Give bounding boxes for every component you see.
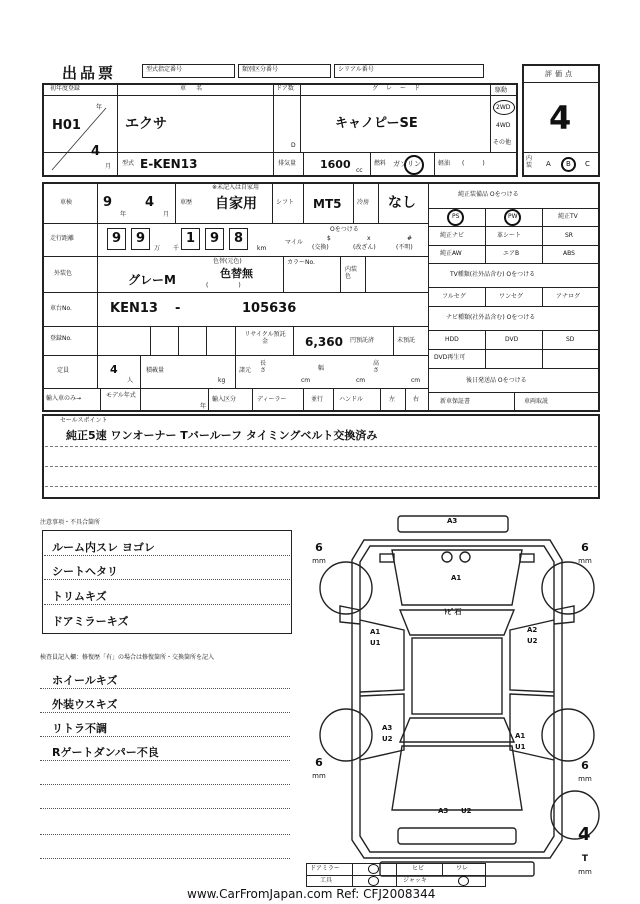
shift-value: MT5 xyxy=(313,197,342,211)
navi-type-title: ナビ種類(社外品含む) Oをつける xyxy=(446,314,536,321)
ac-value: なし xyxy=(388,195,416,211)
model-year-label: モデル年式 xyxy=(106,392,136,399)
model-label: 型式 xyxy=(122,160,135,167)
diag-u2-right: U2 xyxy=(527,637,538,645)
mileage-modified: (改ざん) xyxy=(353,244,376,251)
sheet-title: 出品票 xyxy=(62,64,117,82)
inspection-label: 車検 xyxy=(60,199,73,206)
grade-value: キャノピーSE xyxy=(335,116,418,131)
handle-right: 右 xyxy=(413,396,420,403)
color-value: グレーM xyxy=(128,273,176,287)
navi-sd: SD xyxy=(566,336,575,343)
diag-u2-rear: U2 xyxy=(382,735,393,743)
mileage-digit-1: 9 xyxy=(112,231,122,246)
inspector-item-3: リトラ不調 xyxy=(52,722,107,735)
diag-a3-top: A3 xyxy=(447,517,458,525)
diag-a2-right: A2 xyxy=(527,626,538,634)
displacement-value: 1600 xyxy=(320,158,351,171)
tv-one-seg: ワンセグ xyxy=(499,293,524,300)
color-label: 外装色 xyxy=(54,270,73,277)
tread-rl: 6 mm xyxy=(312,756,326,781)
inspection-month: 4 xyxy=(145,195,155,210)
score-label: 評価点 xyxy=(545,70,575,78)
interior-a: A xyxy=(546,160,551,168)
tv-full-seg: フルセグ xyxy=(442,293,466,300)
doors-label: ドア数 xyxy=(276,85,294,92)
caution-item-1: ルーム内スレ ヨゴレ xyxy=(52,541,155,554)
reg-slash xyxy=(44,98,116,174)
interior-b: B xyxy=(566,160,571,168)
tread-rr: 6 mm xyxy=(578,759,592,784)
inspector-item-4: Rゲートダンパー不良 xyxy=(52,746,159,759)
tread-spare: T mm xyxy=(578,854,592,876)
color-no-label: カラーNo. xyxy=(287,259,315,266)
drive-4wd: 4WD xyxy=(496,122,511,129)
inspector-label: 検査員記入欄：修復歴「有」の場合は修復箇所・交換箇所を記入 xyxy=(40,654,215,661)
warranty-title: 後日発送品 Oをつける xyxy=(466,377,527,384)
displacement-label: 排気量 xyxy=(278,160,297,167)
history-note: ※未記入は自家用 xyxy=(212,184,260,191)
warranty-manual: 車両取説 xyxy=(524,398,549,405)
mileage-exchange: (交換) xyxy=(312,244,329,251)
mileage-digit-3: 1 xyxy=(186,231,196,246)
navi-hdd: HDD xyxy=(445,336,459,343)
capacity-value: 4 xyxy=(110,363,118,376)
repaint-value: 色替無 xyxy=(220,267,253,280)
inspector-item-1: ホイールキズ xyxy=(52,674,118,687)
first-reg-label: 初年度登録 xyxy=(50,85,81,92)
tv-analog: アナログ xyxy=(556,293,581,300)
warranty-book: 新車保証書 xyxy=(440,398,471,405)
recycle-value: 6,360 xyxy=(305,335,343,349)
light-oil-label: 軽油 xyxy=(438,160,451,167)
equip-airbag: エアB xyxy=(503,250,520,257)
legend-tool: 工具 xyxy=(320,877,333,884)
equip-aw: 純正AW xyxy=(440,250,462,257)
diag-roof-chip: ﾄﾋﾞ石 xyxy=(444,608,462,616)
recycle-unpaid: 未預託 xyxy=(397,337,416,344)
first-reg-month: 4 xyxy=(91,144,101,159)
equip-sr: SR xyxy=(565,232,573,239)
score-value: 4 xyxy=(549,99,572,137)
equip-tv: 純正TV xyxy=(558,213,578,220)
serial-label: シリアル番号 xyxy=(338,66,374,73)
equip-title: 純正装備品 Oをつける xyxy=(458,191,519,198)
legend-break: ワレ xyxy=(456,865,469,872)
drive-2wd: 2WD xyxy=(496,104,511,111)
diag-a1-hood: A1 xyxy=(451,574,462,582)
sales-point-label: セールスポイント xyxy=(60,417,108,424)
diag-a1-left: A1 xyxy=(370,628,381,636)
mileage-unknown: (不明) xyxy=(396,244,413,251)
type-cert-label: 型式指定番号 xyxy=(146,66,183,73)
ac-label: 冷房 xyxy=(357,199,370,206)
import-label: 輸入車のみ→ xyxy=(46,395,82,402)
import-parallel: 並行 xyxy=(311,396,324,403)
spare-tread-value: 4 xyxy=(578,824,591,845)
mileage-digit-5: 8 xyxy=(234,231,244,246)
shift-label: シフト xyxy=(276,199,295,206)
chassis-number: 105636 xyxy=(242,301,297,316)
watermark: www.CarFromJapan.com Ref: CFJ2008344 xyxy=(187,887,436,901)
repaint-label: 色替(元色) xyxy=(213,258,242,265)
sales-point-text: 純正5速 ワンオーナー Tバールーフ タイミングベルト交換済み xyxy=(66,429,378,442)
load-label: 積載量 xyxy=(146,367,165,374)
inspector-item-2: 外装ウスキズ xyxy=(52,698,118,711)
doors-value: D xyxy=(291,142,296,149)
interior-c: C xyxy=(585,160,590,168)
car-name: エクサ xyxy=(125,116,167,132)
diag-u2-bottom: U2 xyxy=(461,807,472,815)
int-color-label: 内装色 xyxy=(345,266,358,281)
legend-jack: ジャッキ xyxy=(403,877,427,884)
dims-label: 諸元 xyxy=(239,367,252,374)
recycle-label: リサイクル預託金 xyxy=(244,331,286,346)
model-value: E-KEN13 xyxy=(140,157,198,171)
mileage-circle-note: Oをつける xyxy=(330,226,359,233)
handle-left: 左 xyxy=(389,396,396,403)
tread-fr: 6 mm xyxy=(578,541,592,566)
mileage-digit-2: 9 xyxy=(136,231,146,246)
handle-label: ハンドル xyxy=(339,396,364,403)
caution-item-3: トリムキズ xyxy=(52,590,107,603)
history-value: 自家用 xyxy=(215,196,257,212)
equip-ps: PS xyxy=(452,213,460,220)
grade-label: グレード xyxy=(372,85,429,92)
first-reg-era: H01 xyxy=(52,118,81,133)
history-label: 車歴 xyxy=(180,199,193,206)
equip-navi: 純正ナビ xyxy=(440,232,465,239)
car-body-diagram xyxy=(300,510,620,878)
equip-leather: 革シート xyxy=(497,232,522,239)
diag-a1-rr: A1 xyxy=(515,732,526,740)
caution-label: 注意事項・不具合箇所 xyxy=(40,519,101,526)
tread-fl: 6 mm xyxy=(312,541,326,566)
legend-crack: ヒビ xyxy=(412,865,425,872)
chassis-label: 車台No. xyxy=(50,305,72,312)
drive-other: その他 xyxy=(493,139,512,146)
capacity-label: 定員 xyxy=(57,367,70,374)
navi-dvd-play: DVD再生可 xyxy=(434,354,466,361)
chassis-prefix: KEN13 xyxy=(110,301,158,316)
legend-door-mirror: ドアミラー xyxy=(310,865,340,872)
drive-label: 駆動 xyxy=(495,87,508,94)
reg-label: 登録No. xyxy=(50,335,72,342)
mile-label: マイル xyxy=(285,239,303,246)
import-class-label: 輸入区分 xyxy=(212,396,237,403)
class-label: 類別区分番号 xyxy=(242,66,279,73)
navi-dvd: DVD xyxy=(505,336,519,343)
diag-u1-rr: U1 xyxy=(515,743,526,751)
diag-a3-rear: A3 xyxy=(382,724,393,732)
equip-abs: ABS xyxy=(563,250,575,257)
caution-item-4: ドアミラーキズ xyxy=(52,615,129,628)
fuel-value: ガソリン xyxy=(393,160,421,168)
diag-u1-left: U1 xyxy=(370,639,381,647)
mileage-label: 走行距離 xyxy=(50,235,75,242)
caution-item-2: シートヘタリ xyxy=(52,565,118,578)
diag-a3-bottom: A3 xyxy=(438,807,449,815)
mileage-digit-4: 9 xyxy=(210,231,220,246)
import-dealer: ディーラー xyxy=(257,396,287,403)
car-name-label: 車名 xyxy=(180,85,213,92)
tv-type-title: TV種類(社外品含む) Oをつける xyxy=(450,271,536,278)
equip-pw: PW xyxy=(508,213,518,220)
inspection-year: 9 xyxy=(103,195,113,210)
fuel-label: 燃料 xyxy=(374,160,387,167)
interior-label: 内装 xyxy=(526,155,533,169)
